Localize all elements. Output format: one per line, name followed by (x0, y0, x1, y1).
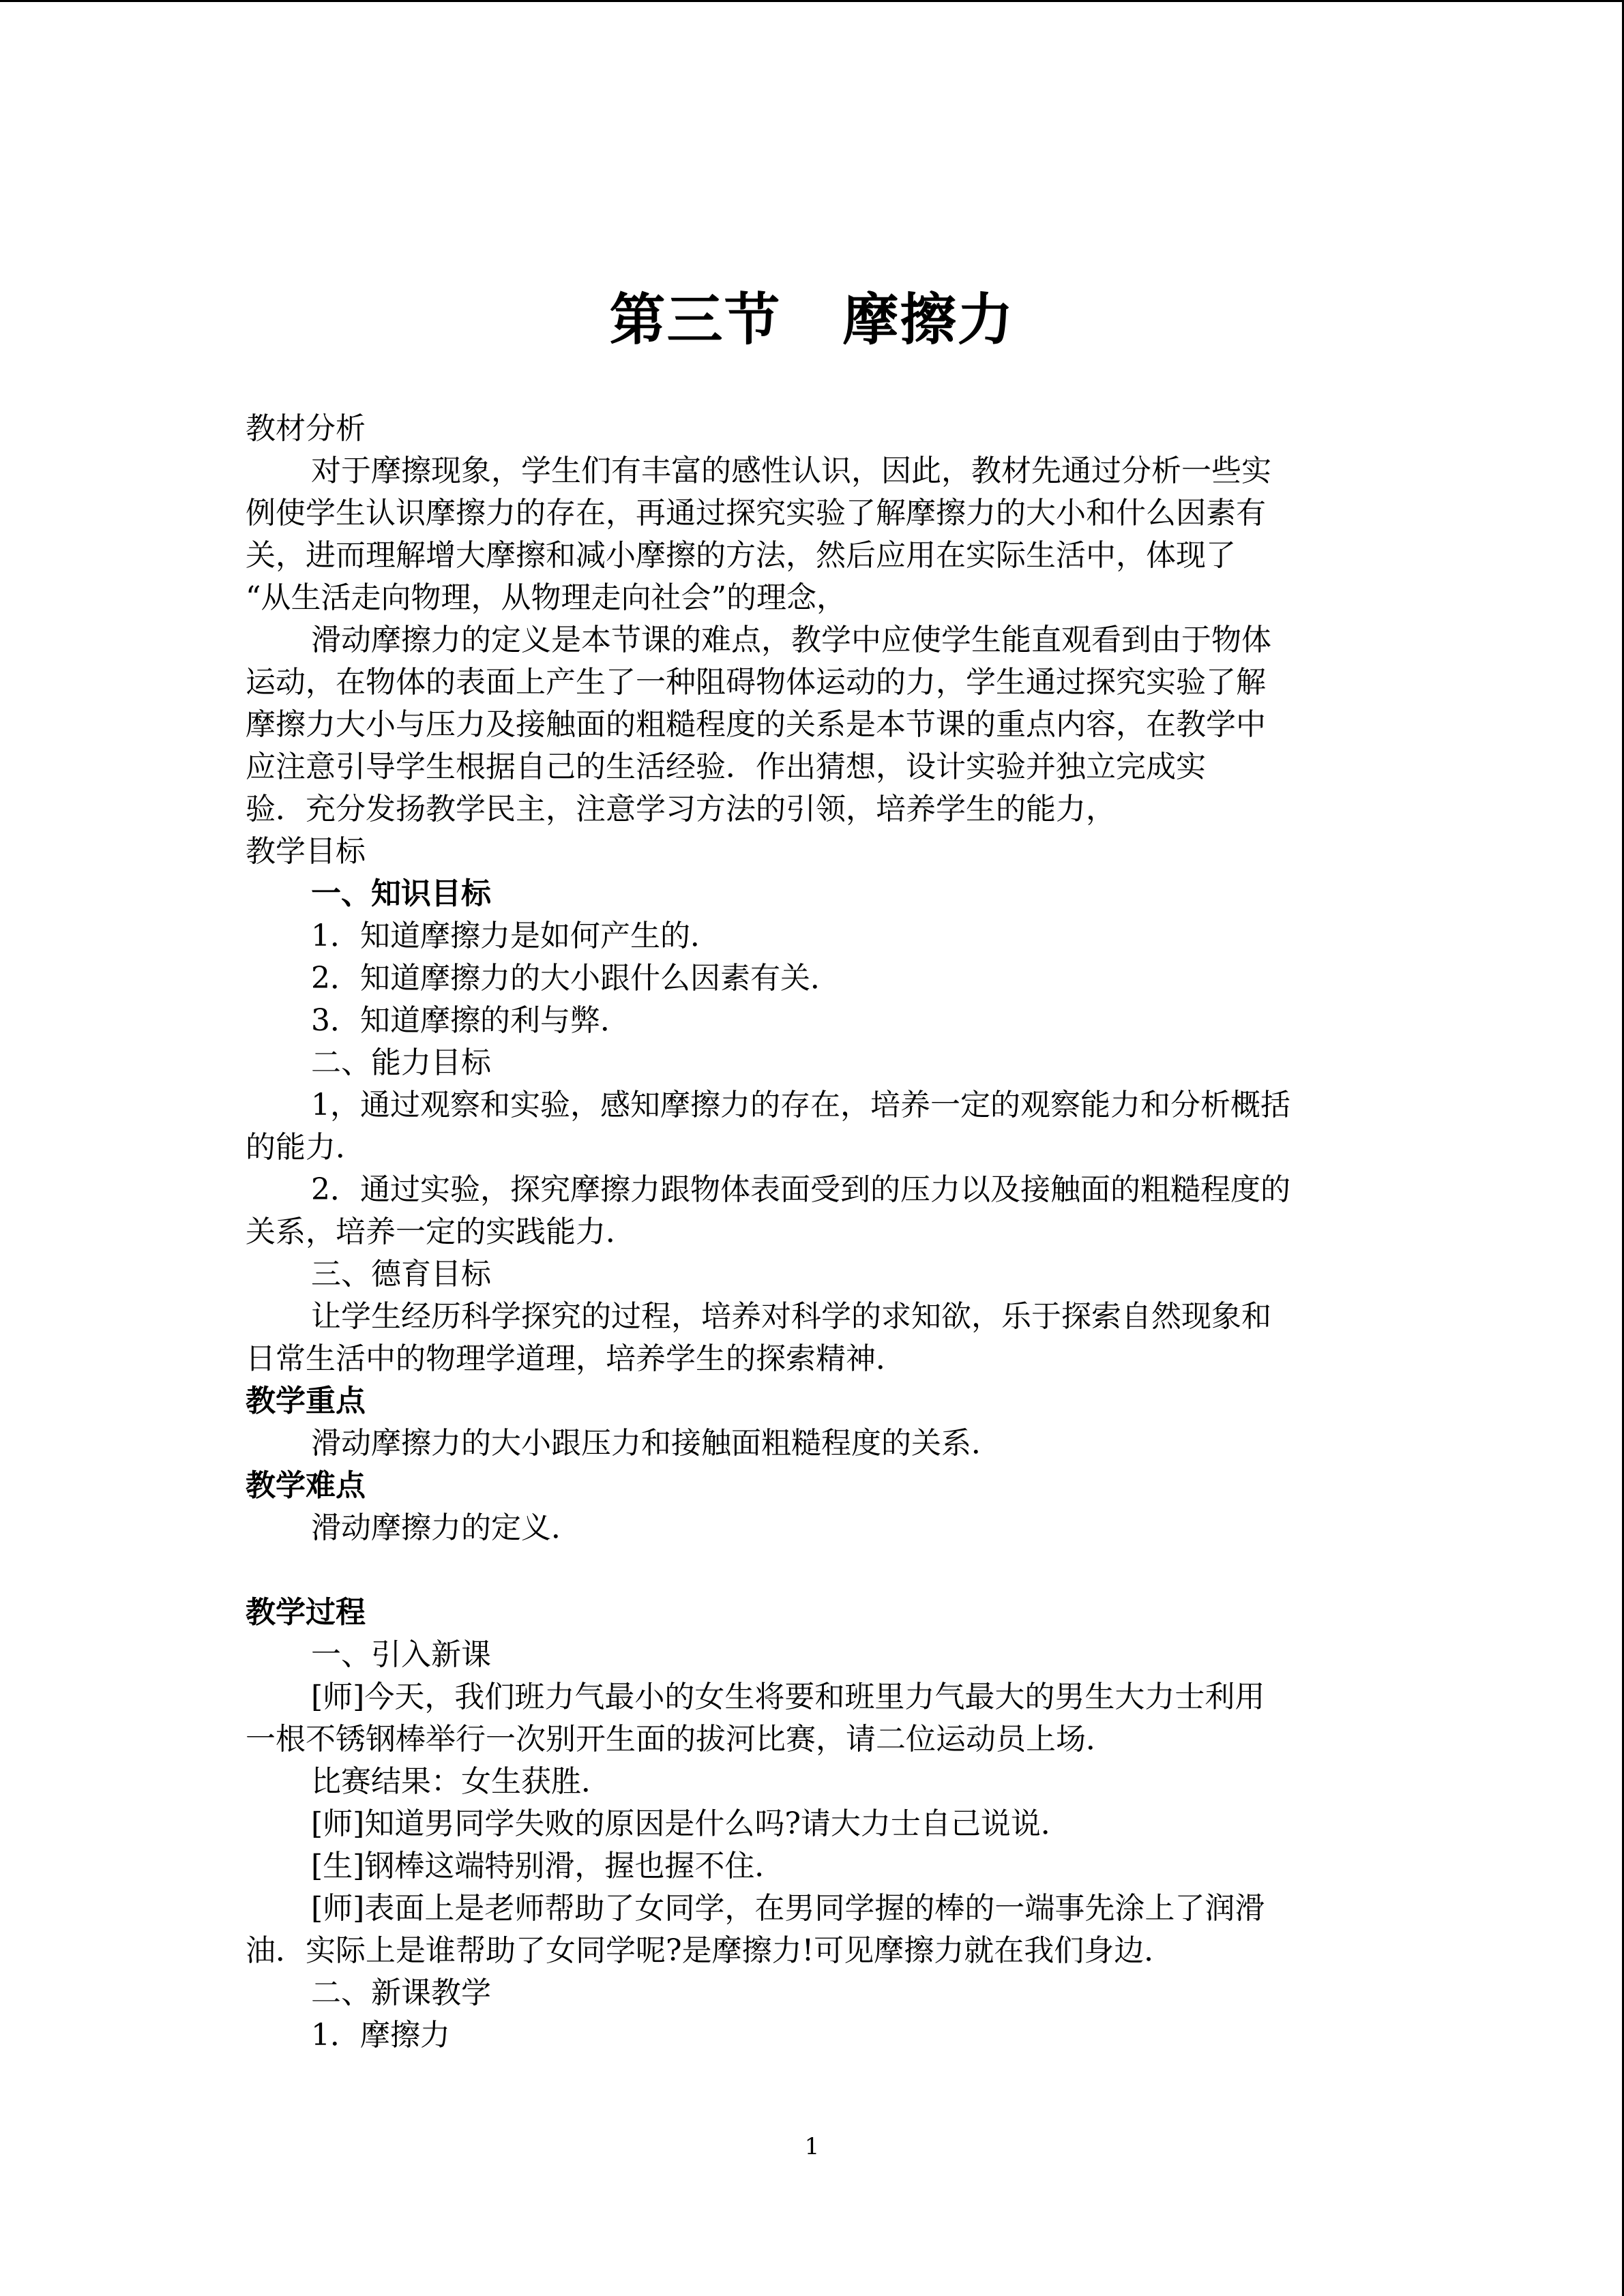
text-line: 对于摩擦现象，学生们有丰富的感性认识，因此，教材先通过分析一些实 (311, 453, 1271, 488)
text-line: 例使学生认识摩擦力的存在，再通过探究实验了解摩擦力的大小和什么因素有 (246, 496, 1266, 531)
text-line: 2．通过实验，探究摩擦力跟物体表面受到的压力以及接触面的粗糙程度的 (311, 1172, 1290, 1207)
text-line: 让学生经历科学探究的过程，培养对科学的求知欲，乐于探索自然现象和 (311, 1299, 1271, 1334)
text-line: 一、引入新课 (311, 1637, 491, 1672)
text-line: 1．摩擦力 (311, 2018, 450, 2053)
text-line: 1，通过观察和实验，感知摩擦力的存在，培养一定的观察能力和分析概括 (311, 1088, 1290, 1122)
title-section-number: 第三节 (609, 288, 782, 353)
text-line: 油．实际上是谁帮助了女同学呢?是摩擦力!可见摩擦力就在我们身边． (246, 1933, 1175, 1968)
text-line: 关，进而理解增大摩擦和减小摩擦的方法，然后应用在实际生活中，体现了 (246, 538, 1236, 573)
text-line: 的能力． (246, 1130, 366, 1165)
text-line: 关系，培养一定的实践能力． (246, 1214, 636, 1249)
text-line: 日常生活中的物理学道理，培养学生的探索精神． (246, 1341, 906, 1376)
text-line: 三、德育目标 (311, 1257, 491, 1292)
page-title (0, 286, 1624, 355)
text-line: 运动，在物体的表面上产生了一种阻碍物体运动的力，学生通过探究实验了解 (246, 665, 1266, 700)
text-line: 3．知道摩擦的利与弊． (311, 1003, 630, 1038)
document-body (246, 408, 1378, 2057)
text-line: [师]知道男同学失败的原因是什么吗?请大力士自己说说． (311, 1806, 1071, 1841)
page-number: 1 (804, 2133, 820, 2160)
text-line: 一根不锈钢棒举行一次别开生面的拔河比赛，请二位运动员上场． (246, 1722, 1116, 1757)
page-border-top (0, 0, 1624, 2)
section-heading: 教学过程 (246, 1595, 366, 1630)
text-line: 滑动摩擦力的大小跟压力和接触面粗糙程度的关系． (311, 1426, 1001, 1461)
section-heading: 教学重点 (246, 1384, 366, 1418)
section-heading: 教学难点 (246, 1468, 366, 1503)
text-line: 二、能力目标 (311, 1045, 491, 1080)
text-line: 应注意引导学生根据自己的生活经验．作出猜想，设计实验并独立完成实 (246, 749, 1206, 784)
text-line: 比赛结果：女生获胜． (311, 1764, 611, 1799)
text-line: 教学目标 (246, 834, 366, 869)
text-line: [生]钢棒这端特别滑，握也握不住． (311, 1849, 785, 1883)
text-line: [师]表面上是老师帮助了女同学，在男同学握的棒的一端事先涂上了润滑 (311, 1891, 1265, 1926)
section-heading: 一、知识目标 (311, 876, 491, 911)
text-line: “从生活走向物理，从物理走向社会”的理念， (246, 580, 846, 615)
title-topic: 摩擦力 (842, 288, 1015, 353)
text-line: 滑动摩擦力的定义． (311, 1510, 581, 1545)
text-line: 教材分析 (246, 411, 366, 446)
text-line: 验．充分发扬教学民主，注意学习方法的引领，培养学生的能力， (246, 792, 1116, 826)
text-line: 滑动摩擦力的定义是本节课的难点，教学中应使学生能直观看到由于物体 (311, 623, 1271, 657)
text-line: 摩擦力大小与压力及接触面的粗糙程度的关系是本节课的重点内容，在教学中 (246, 707, 1266, 742)
text-line: 二、新课教学 (311, 1976, 491, 2010)
text-line: 1．知道摩擦力是如何产生的． (311, 919, 720, 953)
text-line: 2．知道摩擦力的大小跟什么因素有关． (311, 961, 840, 996)
blank-line (246, 1549, 1378, 1592)
text-line: [师]今天，我们班力气最小的女生将要和班里力气最大的男生大力士利用 (311, 1680, 1265, 1714)
